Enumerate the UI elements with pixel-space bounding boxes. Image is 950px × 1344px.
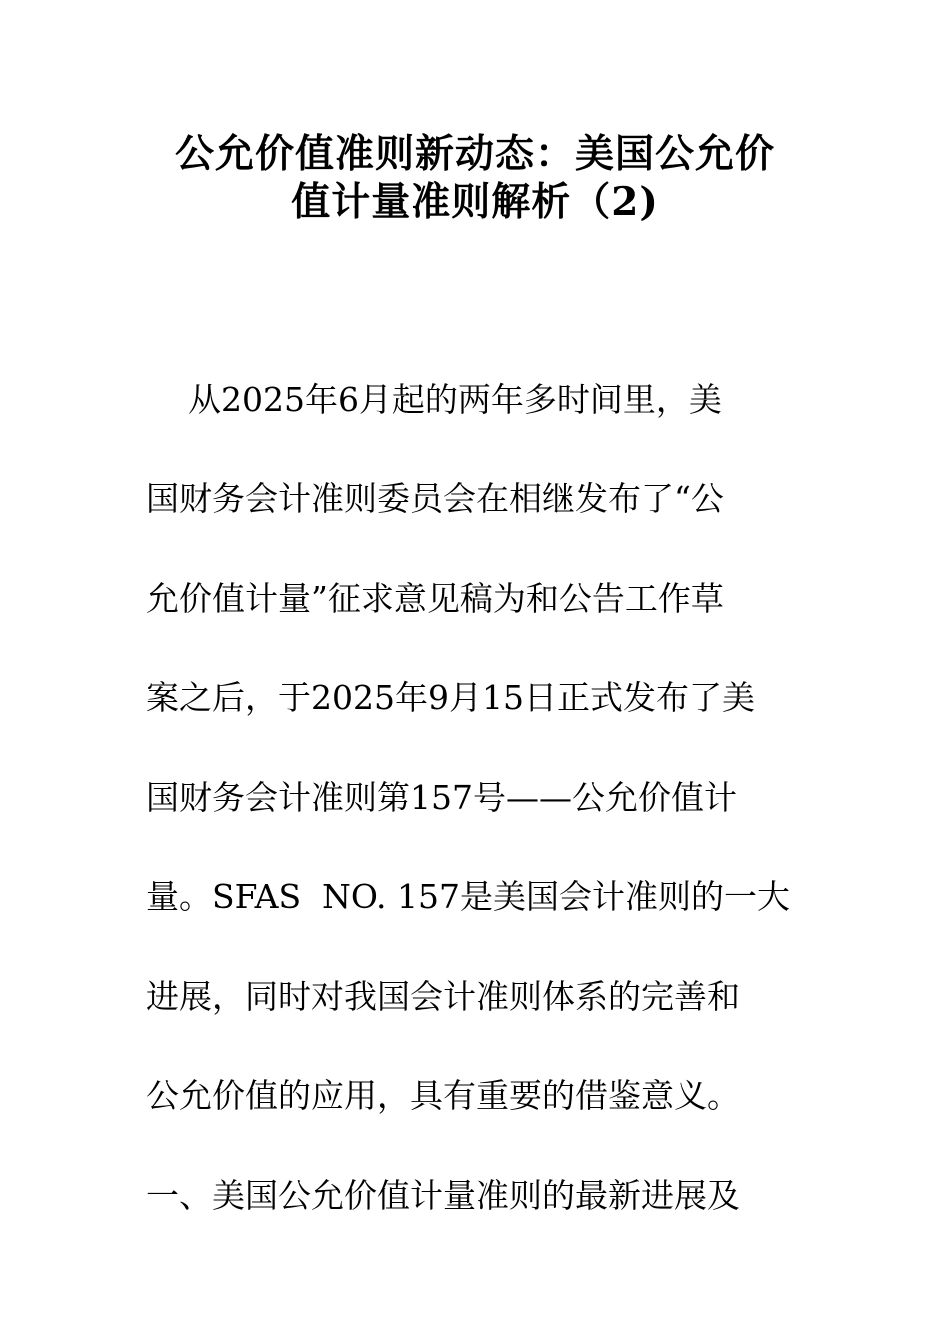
document-title-line-2: 值计量准则解析（2) — [291, 179, 659, 225]
paragraph-line: 量。SFAS NO. 157是美国会计准则的一大 — [146, 877, 791, 916]
paragraph-line: 从2025年6月起的两年多时间里，美 — [146, 380, 722, 419]
section-heading-line: 一、美国公允价值计量准则的最新进展及 — [146, 1176, 740, 1215]
paragraph-line: 允价值计量”征求意见稿为和公告工作草 — [146, 579, 724, 618]
paragraph-line: 国财务会计准则委员会在相继发布了“公 — [146, 479, 724, 518]
paragraph-line: 公允价值的应用，具有重要的借鉴意义。 — [146, 1076, 740, 1115]
document-title-line-1: 公允价值准则新动态：美国公允价 — [174, 131, 775, 177]
paragraph-line: 进展，同时对我国会计准则体系的完善和 — [146, 977, 740, 1016]
paragraph-line: 案之后，于2025年9月15日正式发布了美 — [146, 678, 755, 717]
paragraph-line: 国财务会计准则第157号——公允价值计 — [146, 778, 737, 817]
